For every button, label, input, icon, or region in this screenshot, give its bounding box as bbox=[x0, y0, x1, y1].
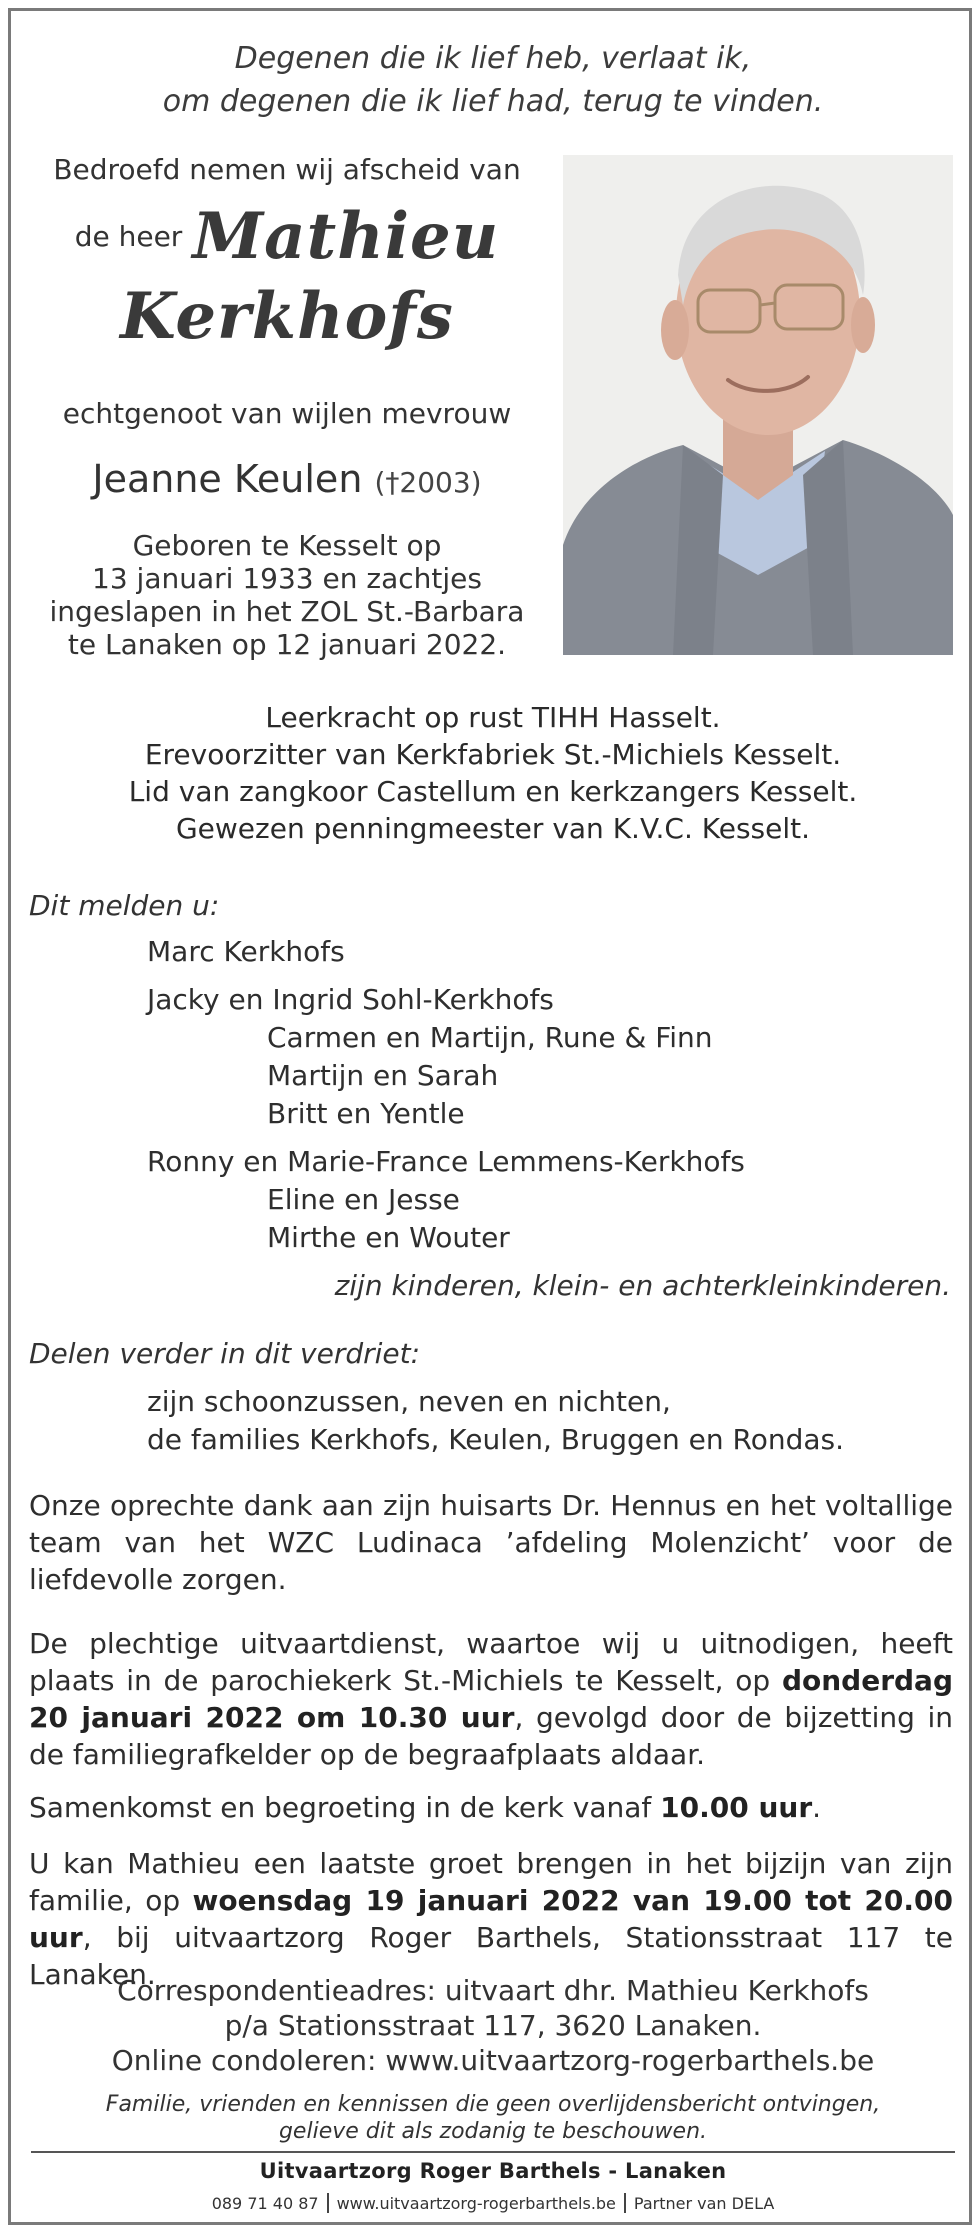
deceased-first-name: Mathieu bbox=[192, 199, 500, 274]
footer-website[interactable]: www.uitvaartzorg-rogerbarthels.be bbox=[336, 2194, 616, 2213]
portrait-photo bbox=[563, 155, 953, 655]
family-closing: zijn kinderen, klein- en achterkleinkinderen. bbox=[334, 1269, 951, 1302]
notice-line: Familie, vrienden en kennissen die geen overlijdensbericht ontvingen, bbox=[105, 2092, 881, 2117]
visit-paragraph bbox=[29, 1845, 953, 1993]
deceased-name-line-1 bbox=[11, 199, 563, 274]
footer-phone: 089 71 40 87 bbox=[211, 2194, 319, 2213]
born-line: ingeslapen in het ZOL St.-Barbara bbox=[49, 595, 525, 628]
gathering-time: 10.00 uur bbox=[660, 1791, 813, 1824]
service-text: De plechtige uitvaartdienst, waartoe wij u uitnodigen, heeft plaats in de parochiekerk St.-Michiels te Kesselt, op bbox=[29, 1627, 953, 1697]
family-member: Martijn en Sarah bbox=[267, 1059, 499, 1092]
correspondence-line: p/a Stationsstraat 117, 3620 Lanaken. bbox=[224, 2009, 762, 2042]
born-line: Geboren te Kesselt op bbox=[132, 529, 442, 562]
notice-block bbox=[11, 2091, 975, 2145]
grief-line: de families Kerkhofs, Keulen, Bruggen en Rondas. bbox=[147, 1423, 845, 1456]
gathering-text: Samenkomst en begroeting in de kerk vanaf bbox=[29, 1791, 661, 1824]
spouse-death-year: (†2003) bbox=[374, 466, 482, 499]
born-line: te Lanaken op 12 januari 2022. bbox=[67, 628, 507, 661]
birth-death-details bbox=[11, 529, 563, 661]
name-prefix: de heer bbox=[74, 220, 183, 253]
visit-text: U kan Mathieu een laatste groet brengen in het bijzijn van zijn familie, op bbox=[29, 1847, 953, 1917]
visit-text-end: , bij uitvaartzorg Roger Barthels, Stationsstraat 117 te Lanaken. bbox=[29, 1921, 953, 1991]
family-member: Mirthe en Wouter bbox=[267, 1221, 510, 1254]
footer-separator bbox=[327, 2193, 329, 2213]
service-text-end: , gevolgd door de bijzetting in de familiegrafkelder op de begraafplaats aldaar. bbox=[29, 1701, 953, 1771]
footer-info bbox=[11, 2193, 975, 2213]
intro-text: Bedroefd nemen wij afscheid van bbox=[53, 153, 521, 186]
role-line: Gewezen penningmeester van K.V.C. Kesselt. bbox=[175, 812, 811, 845]
role-line: Lid van zangkoor Castellum en kerkzangers Kesselt. bbox=[128, 775, 858, 808]
grief-line: zijn schoonzussen, neven en nichten, bbox=[147, 1385, 671, 1418]
gathering-paragraph bbox=[29, 1789, 953, 1826]
spouse-name-line bbox=[11, 457, 563, 501]
spouse-name: Jeanne Keulen bbox=[92, 457, 363, 501]
correspondence-block bbox=[11, 1973, 975, 2078]
born-line: 13 januari 1933 en zachtjes bbox=[92, 562, 482, 595]
family-label: Dit melden u: bbox=[29, 889, 220, 922]
family-member: Jacky en Ingrid Sohl-Kerkhofs bbox=[147, 983, 554, 1016]
deceased-name-line-2 bbox=[11, 279, 563, 354]
footer-divider bbox=[31, 2151, 955, 2153]
role-line: Leerkracht op rust TIHH Hasselt. bbox=[265, 701, 721, 734]
notice-line: gelieve dit als zodanig te beschouwen. bbox=[278, 2119, 708, 2144]
footer-separator bbox=[624, 2193, 626, 2213]
correspondence-line: Online condoleren: www.uitvaartzorg-rogerbarthels.be bbox=[111, 2044, 875, 2077]
verse-line-2: om degenen die ik lief had, terug te vinden. bbox=[162, 84, 824, 119]
footer-title: Uitvaartzorg Roger Barthels - Lanaken bbox=[259, 2159, 727, 2183]
verse bbox=[11, 37, 975, 123]
spouse-intro: echtgenoot van wijlen mevrouw bbox=[62, 397, 512, 430]
family-member: Britt en Yentle bbox=[267, 1097, 465, 1130]
grief-label: Delen verder in dit verdriet: bbox=[29, 1337, 421, 1370]
family-member: Ronny en Marie-France Lemmens-Kerkhofs bbox=[147, 1145, 745, 1178]
service-paragraph bbox=[29, 1625, 953, 1773]
gathering-end: . bbox=[812, 1791, 822, 1824]
visit-date: woensdag 19 januari 2022 van 19.00 tot 20.00 uur bbox=[29, 1884, 953, 1954]
family-member: Carmen en Martijn, Rune & Finn bbox=[267, 1021, 713, 1054]
portrait-photo-icon bbox=[563, 155, 953, 655]
service-date: donderdag 20 januari 2022 om 10.30 uur bbox=[29, 1664, 953, 1734]
roles-list bbox=[11, 699, 975, 847]
thanks-paragraph: Onze oprechte dank aan zijn huisarts Dr. Hennus en het voltallige team van het WZC Ludinaca ’afdeling Molenzicht’ voor de liefdevolle zorgen. bbox=[29, 1489, 953, 1596]
family-member: Eline en Jesse bbox=[267, 1183, 460, 1216]
family-member: Marc Kerkhofs bbox=[147, 935, 345, 968]
obituary-card bbox=[8, 8, 972, 2225]
role-line: Erevoorzitter van Kerkfabriek St.-Michiels Kesselt. bbox=[144, 738, 842, 771]
correspondence-line: Correspondentieadres: uitvaart dhr. Mathieu Kerkhofs bbox=[117, 1974, 869, 2007]
deceased-last-name: Kerkhofs bbox=[120, 279, 454, 354]
verse-line-1: Degenen die ik lief heb, verlaat ik, bbox=[234, 41, 752, 76]
footer-partner: Partner van DELA bbox=[633, 2194, 775, 2213]
